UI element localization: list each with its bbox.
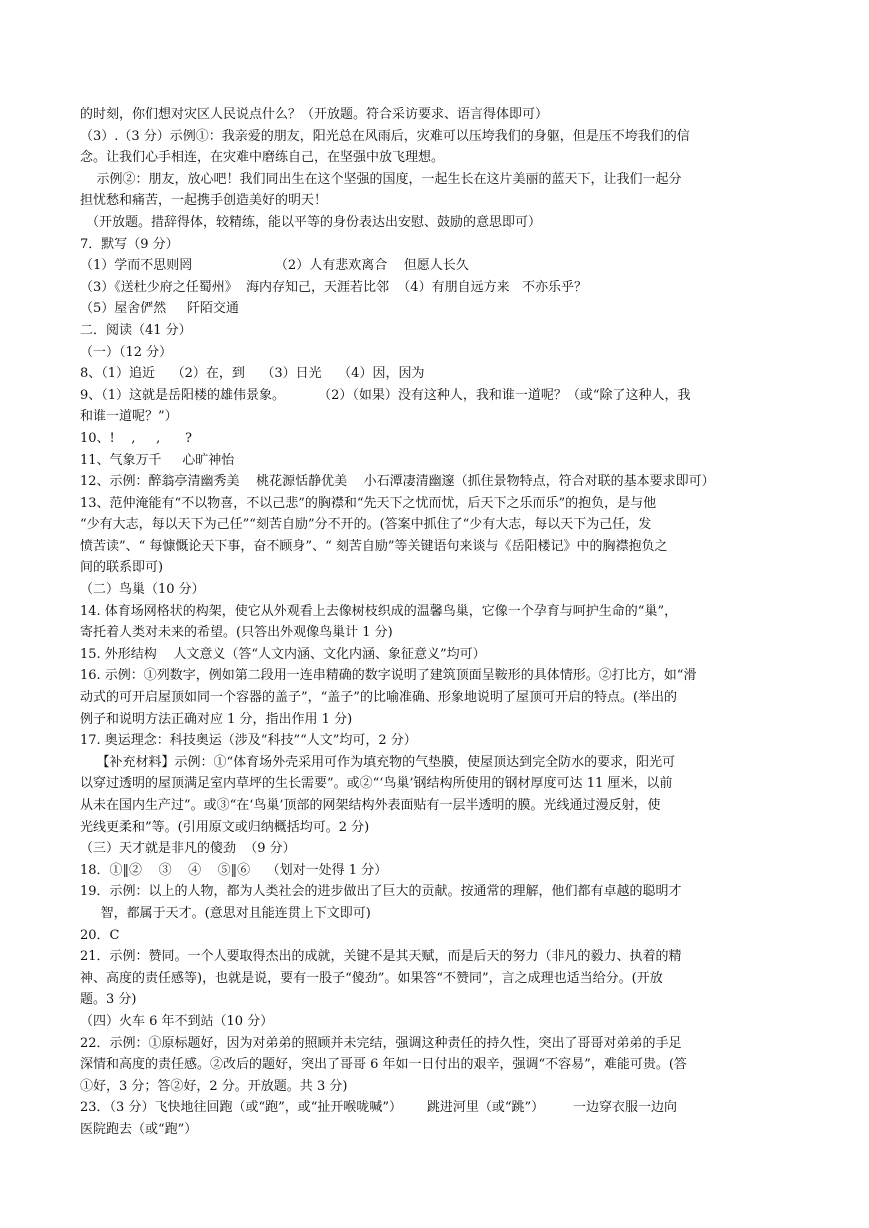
text-line: 和谁一道呢？”） — [80, 409, 178, 425]
text-line: 题。3 分) — [80, 992, 137, 1008]
text-line: 16. 示例：①列数字，例如第二段用一连串精确的数字说明了建筑顶面呈鞍形的具体情形。②打比方，如“滑 — [80, 668, 697, 684]
text-line: 17. 奥运理念：科技奥运（涉及“科技”“人文”均可，2 分） — [80, 733, 417, 749]
subsection-heading: （一）（12 分） — [80, 344, 173, 360]
text-line: “少有大志，每以天下为己任”“刻苦自励”分不开的。(答案中抓住了“少有大志，每以天下为己任，发 — [80, 517, 652, 533]
text-line: 光线更柔和”等。(引用原文或归纳概括均可。2 分) — [80, 819, 370, 835]
text-line: 18．①‖② ③ ④ ⑤‖⑥ （划对一处得 1 分） — [80, 862, 388, 878]
text-line: 10、! , , ? — [80, 430, 192, 446]
text-line: 23．（3 分）飞快地往回跑（或“跑”，或“扯开喉咙喊”） 跳进河里（或“跳”） 一边穿衣服一边向 — [80, 1100, 678, 1116]
text-line: 深情和高度的责任感。②改后的题好，突出了哥哥 6 年如一日付出的艰辛，强调“不容易”，难能可贵。(答 — [80, 1057, 687, 1073]
text-line: 15. 外形结构 人文意义（答“人文内涵、文化内涵、象征意义”均可） — [80, 646, 486, 662]
text-line: （开放题。措辞得体，较精练，能以平等的身份表达出安慰、鼓励的意思即可） — [86, 214, 542, 230]
section-heading: 二．阅读（41 分） — [80, 322, 192, 338]
subsection-heading: （四）火车 6 年不到站（10 分） — [80, 1013, 274, 1029]
section-heading: 7．默写（9 分） — [80, 236, 179, 252]
text-line: 13、范仲淹能有“不以物喜，不以己悲”的胸襟和“先天下之忧而忧，后天下之乐而乐”的抱负，是与他 — [80, 495, 657, 511]
text-line: 担忧愁和痛苦，一起携手创造美好的明天！ — [80, 193, 328, 209]
text-line: 【补充材料】示例：①“体育场外壳采用可作为填充物的气垫膜，使屋顶达到完全防水的要求，阳光可 — [80, 754, 676, 770]
answer-key-page — [80, 104, 795, 1141]
text-line: （3）《送杜少府之任蜀州》 海内存知己，天涯若比邻 （4）有朋自远方来 不亦乐乎？ — [80, 279, 587, 295]
text-line: 14. 体育场网格状的构架，使它从外观看上去像树枝织成的温馨鸟巢，它像一个孕育与呵护生命的“巢”， — [80, 603, 678, 619]
text-line: 11、气象万千 心旷神怡 — [80, 452, 235, 468]
subsection-heading: （二）鸟巢（10 分） — [80, 582, 205, 598]
text-line: 20．C — [80, 927, 120, 943]
text-line: 例子和说明方法正确对应 1 分，指出作用 1 分) — [80, 711, 353, 727]
text-line: 医院跑去（或“跑”） — [80, 1121, 198, 1137]
text-line: （1）学而不思则罔 （2）人有悲欢离合 但愿人长久 — [80, 258, 469, 274]
text-line: 从未在国内生产过”。或③“在‘鸟巢’顶部的网架结构外表面贴有一层半透明的膜。光线通过漫反射，使 — [80, 798, 661, 813]
text-line: （3）.（3 分）示例①：我亲爱的朋友，阳光总在风雨后，灾难可以压垮我们的身躯，但是压不垮我们的信 — [80, 128, 690, 144]
text-line: 动式的可开启屋顶如同一个容器的盖子”，“盖子”的比喻准确、形象地说明了屋顶可开启的特点。(举出的 — [80, 690, 678, 706]
subsection-heading: （三）天才就是非凡的傻劲 （9 分） — [80, 841, 296, 857]
text-line: 愤苦读”、“ 每慷慨论天下事，奋不顾身”、“ 刻苦自励”等关键语句来谈与《岳阳楼记》中的胸襟抱负之 — [80, 538, 668, 554]
text-line: 寄托着人类对未来的希望。(只答出外观像鸟巢计 1 分) — [80, 625, 393, 641]
text-line: 以穿过透明的屋顶满足室内草坪的生长需要”。或②“‘鸟巢’钢结构所使用的钢材厚度可达 11 厘米，以前 — [80, 776, 673, 792]
text-line: 的时刻，你们想对灾区人民说点什么？（开放题。符合采访要求、语言得体即可） — [80, 107, 549, 122]
text-line: 12、示例：醉翁亭清幽秀美 桃花源恬静优美 小石潭凄清幽邃（抓住景物特点，符合对联的基本要求即可） — [80, 474, 715, 490]
text-line: （5）屋舍俨然 阡陌交通 — [80, 301, 239, 317]
text-line: ①好，3 分；答②好，2 分。开放题。共 3 分) — [80, 1078, 348, 1094]
text-line: 智，都属于天才。(意思对且能连贯上下文即可) — [80, 905, 371, 921]
text-line: 8、（1）追近 （2）在，到 （3）日光 （4）因，因为 — [80, 366, 425, 382]
text-line: 间的联系即可) — [80, 560, 164, 576]
text-line: 念。让我们心手相连，在灾难中磨练自己，在坚强中放飞理想。 — [80, 150, 445, 166]
text-line: 19．示例：以上的人物，都为人类社会的进步做出了巨大的贡献。按通常的理解，他们都有卓越的聪明才 — [80, 884, 682, 900]
text-line: 21．示例：赞同。一个人要取得杰出的成就，关键不是其天赋，而是后天的努力（非凡的毅力、执着的精 — [80, 949, 682, 965]
text-line: 示例②：朋友，放心吧！我们同出生在这个坚强的国度，一起生长在这片美丽的蓝天下，让我们一起分 — [80, 171, 682, 187]
text-line: 神、高度的责任感等)，也就是说，要有一股子“傻劲”。如果答“不赞同”，言之成理也适当给分。(开放 — [80, 970, 663, 986]
text-line: 9、（1）这就是岳阳楼的雄伟景象。 （2）（如果）没有这种人，我和谁一道呢？（或“除了这种人，我 — [80, 387, 691, 403]
text-line: 22．示例：①原标题好，因为对弟弟的照顾并未完结，强调这种责任的持久性，突出了哥哥对弟弟的手足 — [80, 1035, 682, 1051]
